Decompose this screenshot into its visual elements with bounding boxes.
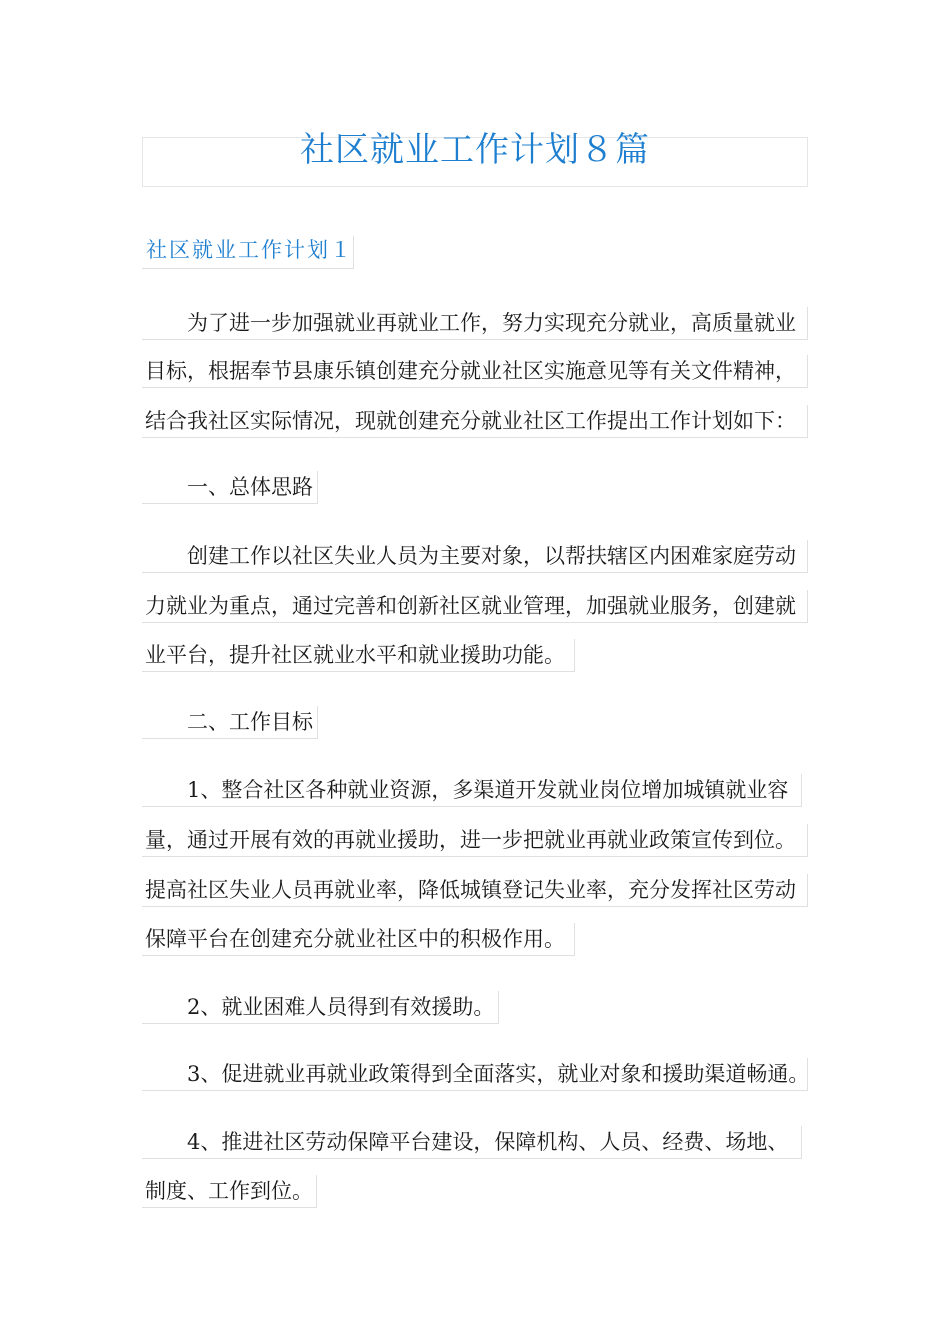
paragraph-line: 4、推进社区劳动保障平台建设，保障机构、人员、经费、场地、	[142, 1126, 802, 1159]
paragraph-line: 业平台，提升社区就业水平和就业援助功能。	[142, 639, 575, 672]
section-title: 社区就业工作计划１	[142, 236, 354, 269]
paragraph-line: 2、就业困难人员得到有效援助。	[142, 991, 499, 1024]
paragraph-line: 3、促进就业再就业政策得到全面落实，就业对象和援助渠道畅通。	[142, 1058, 808, 1091]
document-title: 社区就业工作计划８篇	[300, 130, 650, 170]
paragraph-line: 保障平台在创建充分就业社区中的积极作用。	[142, 923, 575, 956]
title-box	[142, 130, 808, 187]
paragraph-line: 创建工作以社区失业人员为主要对象，以帮扶辖区内困难家庭劳动	[142, 540, 808, 573]
paragraph-line: 制度、工作到位。	[142, 1175, 317, 1208]
paragraph-line: 提高社区失业人员再就业率，降低城镇登记失业率，充分发挥社区劳动	[142, 874, 808, 907]
paragraph-line: 量，通过开展有效的再就业援助，进一步把就业再就业政策宣传到位。	[142, 824, 808, 857]
paragraph-line: 目标，根据奉节县康乐镇创建充分就业社区实施意见等有关文件精神，	[142, 355, 808, 388]
paragraph-line: 力就业为重点，通过完善和创新社区就业管理，加强就业服务，创建就	[142, 590, 808, 623]
heading-work-goals: 二、工作目标	[142, 706, 318, 739]
paragraph-line: 结合我社区实际情况，现就创建充分就业社区工作提出工作计划如下：	[142, 405, 808, 438]
paragraph-line: 1、整合社区各种就业资源，多渠道开发就业岗位增加城镇就业容	[142, 774, 802, 807]
paragraph-line: 为了进一步加强就业再就业工作，努力实现充分就业，高质量就业	[142, 307, 808, 340]
heading-overall-approach: 一、总体思路	[142, 471, 318, 504]
